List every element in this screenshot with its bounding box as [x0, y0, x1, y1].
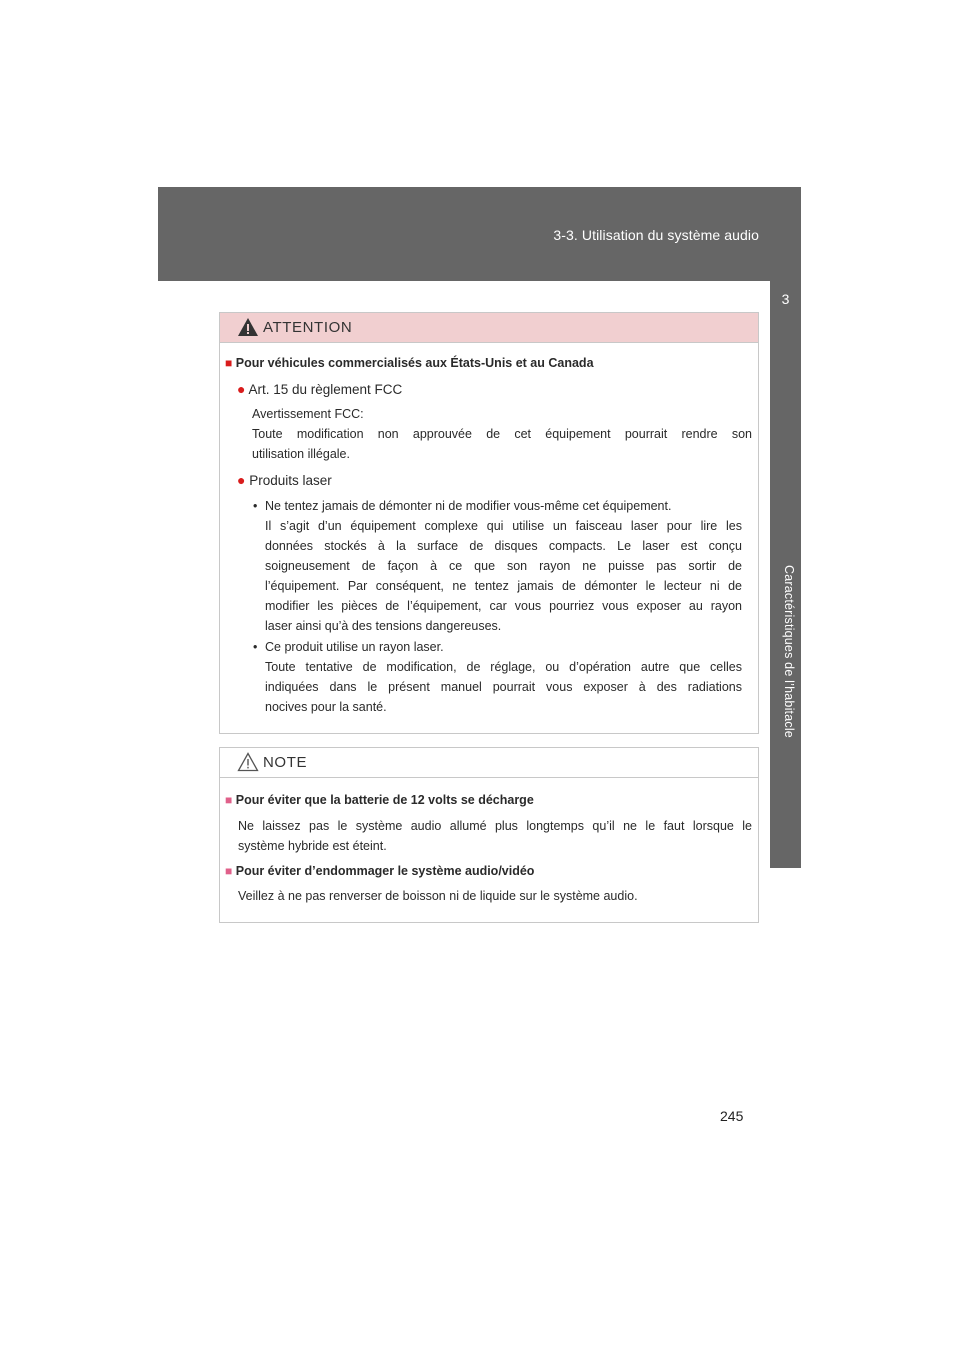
item1-row [237, 379, 402, 400]
bullet1-text: Ne tentez jamais de démonter ni de modifier vous-même cet équipement. [265, 499, 672, 513]
note-heading1-row [225, 790, 534, 810]
section-title: 3-3. Utilisation du système audio [553, 227, 759, 243]
note-heading1: Pour éviter que la batterie de 12 volts se décharge [235, 793, 534, 807]
note-title: NOTE [263, 754, 308, 771]
note-heading2-row [225, 861, 534, 881]
attention-heading-row [225, 353, 594, 373]
attention-heading: Pour véhicules commercialisés aux États-Unis et au Canada [235, 356, 594, 370]
bullet2-line1: Toute tentative de modification, de réglage, ou d’opération autre que celles [265, 660, 742, 674]
bullet2-row [253, 637, 257, 657]
chapter-label: Caractéristiques de l’habitacle [782, 565, 796, 738]
bullet1-line3: soigneusement de façon à ce que son rayon ne puisse pas sortir de [265, 559, 742, 573]
dot-bullet-icon: • [253, 499, 258, 513]
chapter-number: 3 [781, 291, 790, 307]
warning-triangle-icon [237, 317, 259, 337]
note-p1-line1: Ne laissez pas le système audio allumé plus longtemps qu’il ne le faut lorsque le [238, 819, 752, 833]
item2-row [237, 470, 332, 491]
note-heading2: Pour éviter d’endommager le système audio/vidéo [235, 864, 535, 878]
header-bar [158, 187, 801, 281]
item1-line2: Toute modification non approuvée de cet équipement pourrait rendre son [252, 427, 752, 441]
bullet1-line1: Il s’agit d’un équipement complexe qui utilise un faisceau laser pour lire les [265, 519, 742, 533]
item2-title: Produits laser [249, 473, 332, 488]
chapter-tab [770, 281, 801, 868]
square-bullet-icon: ■ [225, 793, 233, 807]
bullet2-line2: indiquées dans le présent manuel pourrait vous exposer à des radiations [265, 680, 742, 694]
bullet1-line2: données stockés à la surface de disques compacts. Le laser est conçu [265, 539, 742, 553]
circle-bullet-icon: ● [237, 472, 246, 488]
bullet1-line6: laser ainsi qu’à des tensions dangereuses. [265, 619, 502, 633]
bullet1-line4: l’équipement. Par conséquent, ne tentez jamais de démonter le lecteur ni de [265, 579, 742, 593]
dot-bullet-icon: • [253, 640, 258, 654]
warning-outline-icon [237, 752, 259, 772]
item1-line3: utilisation illégale. [252, 447, 350, 461]
bullet1-row [253, 496, 257, 516]
bullet2-line3: nocives pour la santé. [265, 700, 387, 714]
page-number: 245 [720, 1108, 744, 1124]
circle-bullet-icon: ● [237, 381, 246, 397]
note-header [220, 748, 758, 778]
bullet1-line5: modifier les pièces de l’équipement, car vous pourriez vous exposer au rayon [265, 599, 742, 613]
item1-title: Art. 15 du règlement FCC [248, 382, 403, 397]
attention-header [220, 313, 758, 343]
square-bullet-icon: ■ [225, 864, 233, 878]
item1-line1: Avertissement FCC: [252, 407, 364, 421]
bullet2-text: Ce produit utilise un rayon laser. [265, 640, 444, 654]
note-p1-line2: système hybride est éteint. [238, 839, 387, 853]
attention-title: ATTENTION [263, 319, 353, 336]
note-p2-line1: Veillez à ne pas renverser de boisson ni de liquide sur le système audio. [238, 889, 638, 903]
square-bullet-icon: ■ [225, 356, 233, 370]
